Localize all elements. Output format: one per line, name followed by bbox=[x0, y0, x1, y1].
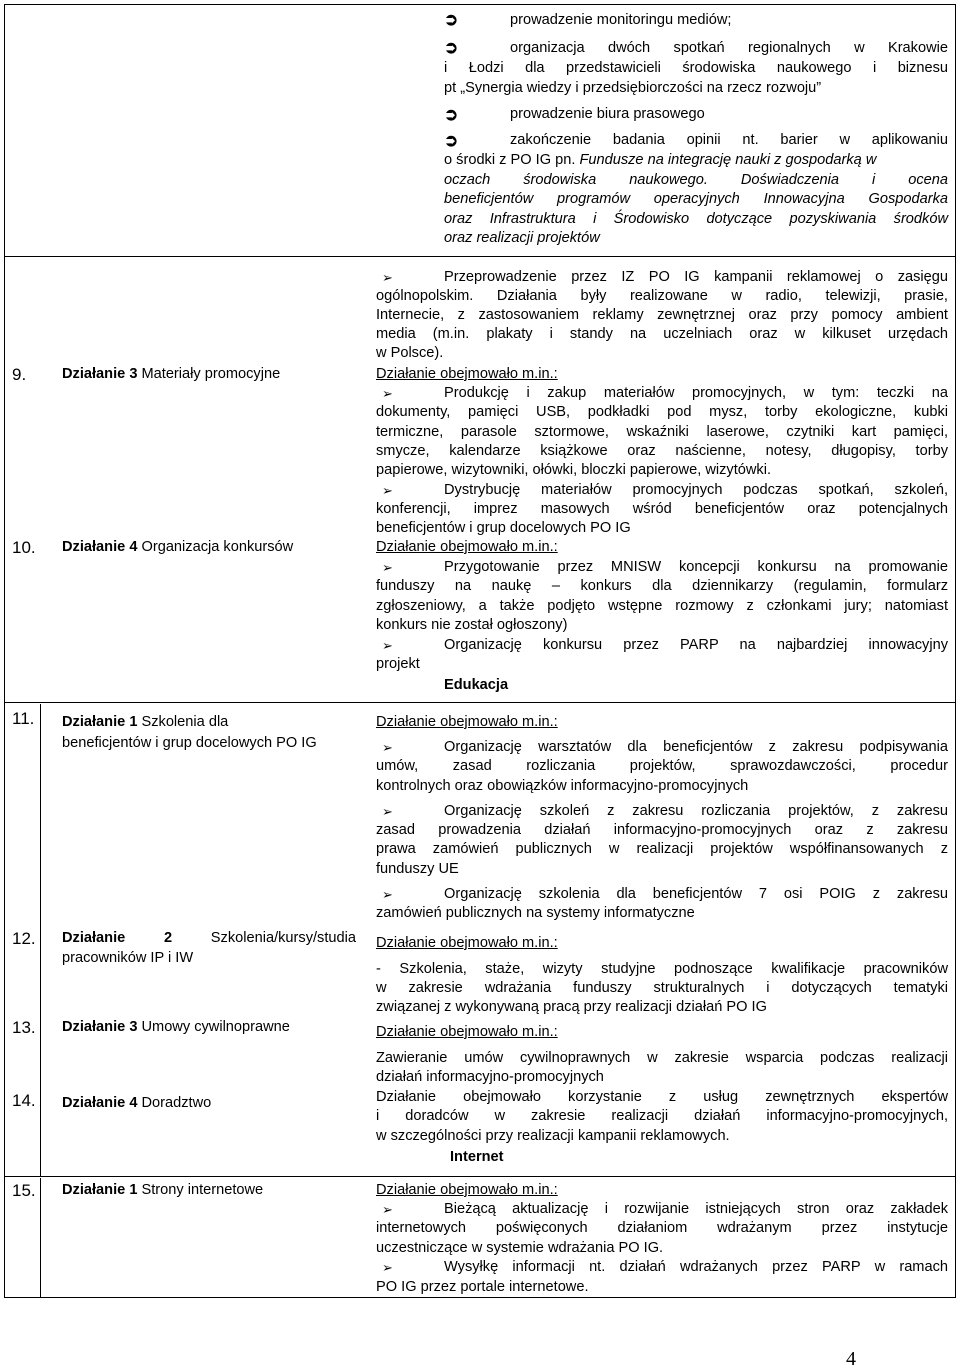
paragraph-text: projekt bbox=[376, 656, 420, 672]
row-number: 13. bbox=[12, 1018, 36, 1037]
chevron-icon: ➢ bbox=[382, 483, 393, 498]
paragraph-text: beneficjentów i grup docelowych PO IG bbox=[376, 520, 631, 536]
bullet-text: oczach środowiska naukowego. Doświadczenia i ocena bbox=[444, 172, 948, 188]
paragraph-text: PO IG przez portale internetowe. bbox=[376, 1279, 589, 1295]
row-label: Działanie 1 Szkolenia dla bbox=[62, 714, 229, 730]
paragraph-text: w szczególności przy realizacji kampanii reklamowych. bbox=[376, 1128, 730, 1144]
bullet-text: oraz realizacji projektów bbox=[444, 230, 600, 246]
row-number: 11. bbox=[12, 709, 35, 728]
paragraph-text: ogólnopolskim. Działania były realizowane w radio, telewizji, prasie, bbox=[376, 288, 948, 304]
curved-arrow-icon: ➲ bbox=[444, 105, 459, 124]
row-number: 9. bbox=[12, 365, 27, 384]
bullet-text: prowadzenie biura prasowego bbox=[510, 106, 705, 122]
row-number: 10. bbox=[12, 538, 36, 557]
row-label: beneficjentów i grup docelowych PO IG bbox=[62, 735, 317, 751]
covered-heading: Działanie obejmowało m.in.: bbox=[376, 539, 558, 555]
paragraph-text: internetowych poświęconych działaniom wdrażanym przez instytucje bbox=[376, 1220, 948, 1236]
paragraph-text: konkurs nie został ogłoszony) bbox=[376, 617, 568, 633]
paragraph-text: Zawieranie umów cywilnoprawnych w zakresie wsparcia podczas realizacji bbox=[376, 1050, 948, 1066]
row-label: Działanie 4 Doradztwo bbox=[62, 1095, 212, 1111]
covered-heading: Działanie obejmowało m.in.: bbox=[376, 1024, 558, 1040]
row-label: Działanie 1 Strony internetowe bbox=[62, 1182, 264, 1198]
page-number: 4 bbox=[846, 1348, 856, 1370]
paragraph-text: Przygotowanie przez MNISW koncepcji konkursu na promowanie bbox=[444, 559, 948, 575]
paragraph-text: kontrolnych oraz obowiązków informacyjno-promocyjnych bbox=[376, 778, 749, 794]
paragraph-text: funduszy na naukę – konkurs dla dziennikarzy (regulamin, formularz bbox=[376, 578, 948, 594]
paragraph-text: Bieżącą aktualizację i rozwijanie istniejących stron oraz zakładek bbox=[444, 1201, 948, 1217]
paragraph-text: termiczne, parasole sztormowe, wskaźniki laserowe, czytniki kart pamięci, bbox=[376, 424, 948, 440]
row-divider bbox=[4, 1176, 956, 1177]
paragraph-text: zamówień publicznych na systemy informatyczne bbox=[376, 905, 695, 921]
bullet-text: organizacja dwóch spotkań regionalnych w Krakowie bbox=[510, 40, 948, 56]
bullet-text: o środki z PO IG pn. Fundusze na integrację nauki z gospodarką w bbox=[444, 152, 877, 168]
chevron-icon: ➢ bbox=[382, 386, 393, 401]
column-divider bbox=[40, 1178, 41, 1298]
bullet-text: zakończenie badania opinii nt. barier w aplikowaniu bbox=[510, 132, 948, 148]
chevron-icon: ➢ bbox=[382, 638, 393, 653]
paragraph-text: Wysyłkę informacji nt. działań wdrażanych przez PARP w ramach bbox=[444, 1259, 948, 1275]
paragraph-text: Dystrybucję materiałów promocyjnych podczas spotkań, szkoleń, bbox=[444, 482, 948, 498]
chevron-icon: ➢ bbox=[382, 560, 393, 575]
paragraph-text: - Szkolenia, staże, wizyty studyjne podnoszące kwalifikacje pracowników bbox=[376, 961, 948, 977]
chevron-icon: ➢ bbox=[382, 887, 393, 902]
paragraph-text: prawa zamówień publicznych w realizacji projektów współfinansowanych z bbox=[376, 841, 948, 857]
row-number: 14. bbox=[12, 1091, 36, 1110]
chevron-icon: ➢ bbox=[382, 1260, 393, 1275]
covered-heading: Działanie obejmowało m.in.: bbox=[376, 935, 558, 951]
paragraph-text: zasad prowadzenia działań informacyjno-promocyjnych oraz z zakresu bbox=[376, 822, 948, 838]
paragraph-text: Organizację konkursu przez PARP na najbardziej innowacyjny bbox=[444, 637, 948, 653]
section-heading: Edukacja bbox=[444, 677, 509, 693]
paragraph-text: związanej z wykonywaną pracą przy realizacji działań PO IG bbox=[376, 999, 767, 1015]
paragraph-text: i doradców w zakresie realizacji działań informacyjno-promocyjnych, bbox=[376, 1108, 948, 1124]
chevron-icon: ➢ bbox=[382, 740, 393, 755]
section-heading: Internet bbox=[450, 1149, 504, 1165]
paragraph-text: w zakresie wdrażania funduszy strukturalnych i dotyczących tematyki bbox=[376, 980, 948, 996]
bullet-text: i Łodzi dla przedstawicieli środowiska naukowego i biznesu bbox=[444, 60, 948, 76]
curved-arrow-icon: ➲ bbox=[444, 38, 459, 57]
covered-heading: Działanie obejmowało m.in.: bbox=[376, 1182, 558, 1198]
row-label: Działanie 3 Umowy cywilnoprawne bbox=[62, 1019, 290, 1035]
paragraph-text: zgłoszeniowy, a także podjęto wstępne rozmowy z członkami jury; natomiast bbox=[376, 598, 948, 614]
column-divider bbox=[40, 704, 41, 1176]
chevron-icon: ➢ bbox=[382, 804, 393, 819]
bullet-text: pt „Synergia wiedzy i przedsiębiorczości na rzecz rozwoju” bbox=[444, 80, 822, 96]
paragraph-text: uczestniczące w systemie wdrażania PO IG. bbox=[376, 1240, 664, 1256]
bullet-text: oraz Infrastruktura i Środowisko dotyczące pozyskiwania środków bbox=[444, 211, 948, 227]
paragraph-text: konferencji, imprez masowych wśród beneficjentów oraz potencjalnych bbox=[376, 501, 948, 517]
row-divider bbox=[4, 256, 956, 257]
row-number: 12. bbox=[12, 929, 36, 948]
paragraph-text: papierowe, wizytowniki, ołówki, bloczki papierowe, wizytówki. bbox=[376, 462, 771, 478]
paragraph-text: Internecie, z zastosowaniem reklamy zewnętrznej oraz przy pomocy ambient bbox=[376, 307, 948, 323]
paragraph-text: Produkcję i zakup materiałów promocyjnych, w tym: teczki na bbox=[444, 385, 948, 401]
paragraph-text: smycze, kalendarze książkowe oraz naścienne, notesy, długopisy, torby bbox=[376, 443, 948, 459]
row-label: Działanie 3 Materiały promocyjne bbox=[62, 366, 281, 382]
row-divider bbox=[4, 702, 956, 703]
paragraph-text: Organizację warsztatów dla beneficjentów z zakresu podpisywania bbox=[444, 739, 948, 755]
paragraph-text: funduszy UE bbox=[376, 861, 459, 877]
bullet-text: beneficjentów programów operacyjnych Innowacyjna Gospodarka bbox=[444, 191, 948, 207]
row-label: pracowników IP i IW bbox=[62, 950, 194, 966]
paragraph-text: umów, zasad rozliczania projektów, sprawozdawczości, procedur bbox=[376, 758, 948, 774]
curved-arrow-icon: ➲ bbox=[444, 10, 459, 29]
chevron-icon: ➢ bbox=[382, 270, 393, 285]
paragraph-text: dokumenty, pamięci USB, podkładki pod mysz, torby ekologiczne, kubki bbox=[376, 404, 948, 420]
row-number: 15. bbox=[12, 1181, 36, 1200]
curved-arrow-icon: ➲ bbox=[444, 131, 459, 150]
paragraph-text: Przeprowadzenie przez IZ PO IG kampanii reklamowej o zasięgu bbox=[444, 269, 948, 285]
chevron-icon: ➢ bbox=[382, 1202, 393, 1217]
covered-heading: Działanie obejmowało m.in.: bbox=[376, 714, 558, 730]
paragraph-text: działań informacyjno-promocyjnych bbox=[376, 1069, 604, 1085]
covered-heading: Działanie obejmowało m.in.: bbox=[376, 366, 558, 382]
row-label: Działanie 4 Organizacja konkursów bbox=[62, 539, 294, 555]
bullet-text: prowadzenie monitoringu mediów; bbox=[510, 12, 732, 28]
paragraph-text: Organizację szkoleń z zakresu rozliczania projektów, z zakresu bbox=[444, 803, 948, 819]
paragraph-text: media (m.in. plakaty i standy na uczelniach oraz w kilkuset urzędach bbox=[376, 326, 948, 342]
row-label: Działanie 2 Szkolenia/kursy/studia bbox=[62, 930, 356, 946]
paragraph-text: w Polsce). bbox=[376, 345, 444, 361]
paragraph-text: Organizację szkolenia dla beneficjentów 7 osi POIG z zakresu bbox=[444, 886, 948, 902]
paragraph-text: Działanie obejmowało korzystanie z usług zewnętrznych ekspertów bbox=[376, 1089, 948, 1105]
